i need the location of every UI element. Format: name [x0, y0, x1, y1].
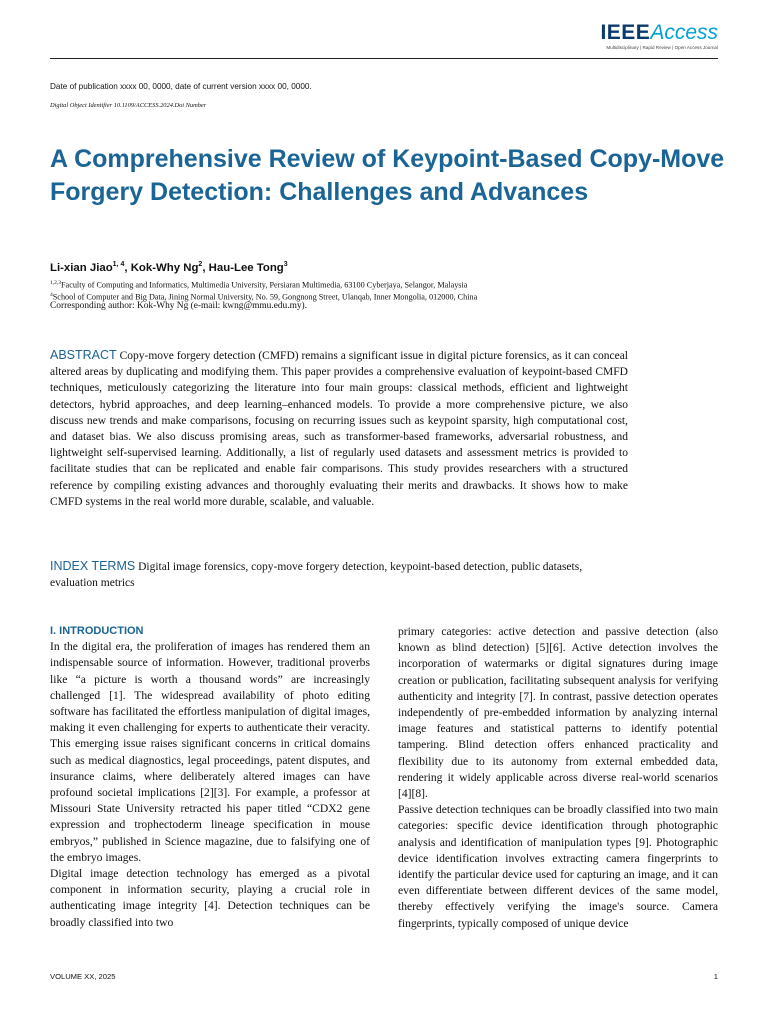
author-name: Li-xian Jiao — [50, 261, 113, 274]
doi-line: Digital Object Identifier 10.1109/ACCESS.2024.Doi Number — [50, 102, 207, 109]
section-heading: I. INTRODUCTION — [50, 625, 144, 637]
author-sup: 2 — [198, 261, 203, 268]
body-paragraph: Digital image detection technology has emerged as a pivotal component in information security, playing a crucial role in authenticating image integrity [4]. Detection techniques can be broadly classified into two — [50, 867, 370, 929]
author-name: Kok-Why Ng — [130, 261, 199, 274]
affiliation-sup: 1,2,3 — [50, 280, 61, 286]
affiliation-sup: 4 — [50, 292, 53, 298]
author-list: Li-xian Jiao$^{1, 4}$, Kok-Why Ng$^2$, Hau-Lee Tong$^3$ — [50, 261, 288, 274]
abstract-text: Copy-move forgery detection (CMFD) remains a significant issue in digital picture forensics, as it can conceal altered areas by duplicating and modifying them. This paper provides a comprehensive evaluation of keypoint-based CMFD techniques, meticulously categorizing the literature into four main groups: classical methods, efficient and lightweight detectors, hybrid approaches, and deep learning–enhanced models. To provide a more comprehensive picture, we also discuss new trends and make comparisons, focusing on recurring issues such as keypoint sparsity, high computational cost, and dataset bias. We also discuss promising areas, such as transformer-based frameworks, adversarial robustness, and lightweight self-supervised learning. Additionally, a list of regularly used datasets and assessment metrics is provided to facilitate studies that can be replicated and enable fair comparisons. This study provides researchers with a structured reference by compiling existing advances and thoroughly evaluating their merits and drawbacks. It shows how to make CMFD systems in the real world more durable, scalable, and valuable. — [50, 350, 628, 508]
affiliation-text: Faculty of Computing and Informatics, Multimedia University, Persiaran Multimedia, 63100 Cyberjaya, Selangor, Malaysia — [61, 280, 468, 290]
body-column-right — [398, 624, 718, 932]
index-terms-label: INDEX TERMS — [50, 559, 136, 573]
affiliation-text: School of Computer and Big Data, Jining Normal University, No. 59, Gongnong Street, Ulanqab, Inner Mongolia, 012000, China — [52, 292, 478, 302]
body-column-left — [50, 623, 370, 931]
footer-volume: VOLUME XX, 2025 — [50, 972, 116, 981]
affiliation-1 — [50, 278, 467, 291]
logo-ieee-text: IEEE — [600, 21, 651, 44]
publication-date: Date of publication xxxx 00, 0000, date of current version xxxx 00, 0000. — [50, 82, 312, 91]
body-paragraph: primary categories: active detection and passive detection (also known as blind detection) [5][6]. Active detection involves the incorporation of watermarks or digital signatures during image creation or publication, facilitating subsequent analysis for verifying authenticity and integrity [7]. In contrast, passive detection operates independently of pre-embedded information by analyzing internal image features and statistical patterns to identify potential tampering. Blind detection offers enhanced practicality and flexibility due to its autonomy from external embedded data, rendering it widely applicable across diverse real-world scenarios [4][8]. — [398, 625, 718, 801]
header-rule — [50, 58, 718, 59]
index-terms-text: Digital image forensics, copy-move forgery detection, keypoint-based detection, public datasets, evaluation metrics — [50, 561, 583, 590]
body-paragraph: In the digital era, the proliferation of images has rendered them an indispensable source of information. However, traditional proverbs like “a picture is worth a thousand words” are increasingly challenged [1]. The widespread availability of photo editing software has facilitated the effortless manipulation of digital images, making it even challenging for experts to authenticate their veracity. This emerging issue raises significant concerns in critical domains such as medical diagnostics, legal proceedings, patent disputes, and insurance claims, where deliberately altered images can have profound societal implications [2][3]. For example, a professor at Missouri State University retracted his paper titled “CDX2 gene expression and trophectoderm lineage specification in mouse embryos,” published in Science magazine, due to falsifying one of the embryo images. — [50, 640, 370, 864]
author-sup: 1, 4 — [112, 261, 125, 268]
logo-tagline: Multidisciplinary | Rapid Review | Open Access Journal — [606, 45, 718, 50]
author-name: Hau-Lee Tong — [208, 261, 284, 274]
index-terms — [50, 558, 628, 591]
journal-logo — [600, 22, 718, 50]
logo-access-text: Access — [650, 21, 718, 44]
corresponding-author: Corresponding author: Kok-Why Ng (e-mail: kwng@mmu.edu.my). — [50, 301, 308, 311]
footer-page-number: 1 — [713, 972, 718, 981]
author-sup: 3 — [283, 261, 288, 268]
paper-title: A Comprehensive Review of Keypoint-Based Copy-Move Forgery Detection: Challenges and Advances — [50, 145, 725, 206]
abstract-label: ABSTRACT — [50, 348, 117, 362]
body-paragraph: Passive detection techniques can be broadly classified into two main categories: specific device identification through photographic analysis and identification of manipulation types [9]. Photographic device identification involves extracting camera fingerprints to identify the particular device used for capturing an image, and it can even differentiate between different devices of the same model, thereby effectively verifying the image's source. Camera fingerprints, typically composed of unique device — [398, 803, 718, 930]
abstract — [50, 347, 628, 510]
